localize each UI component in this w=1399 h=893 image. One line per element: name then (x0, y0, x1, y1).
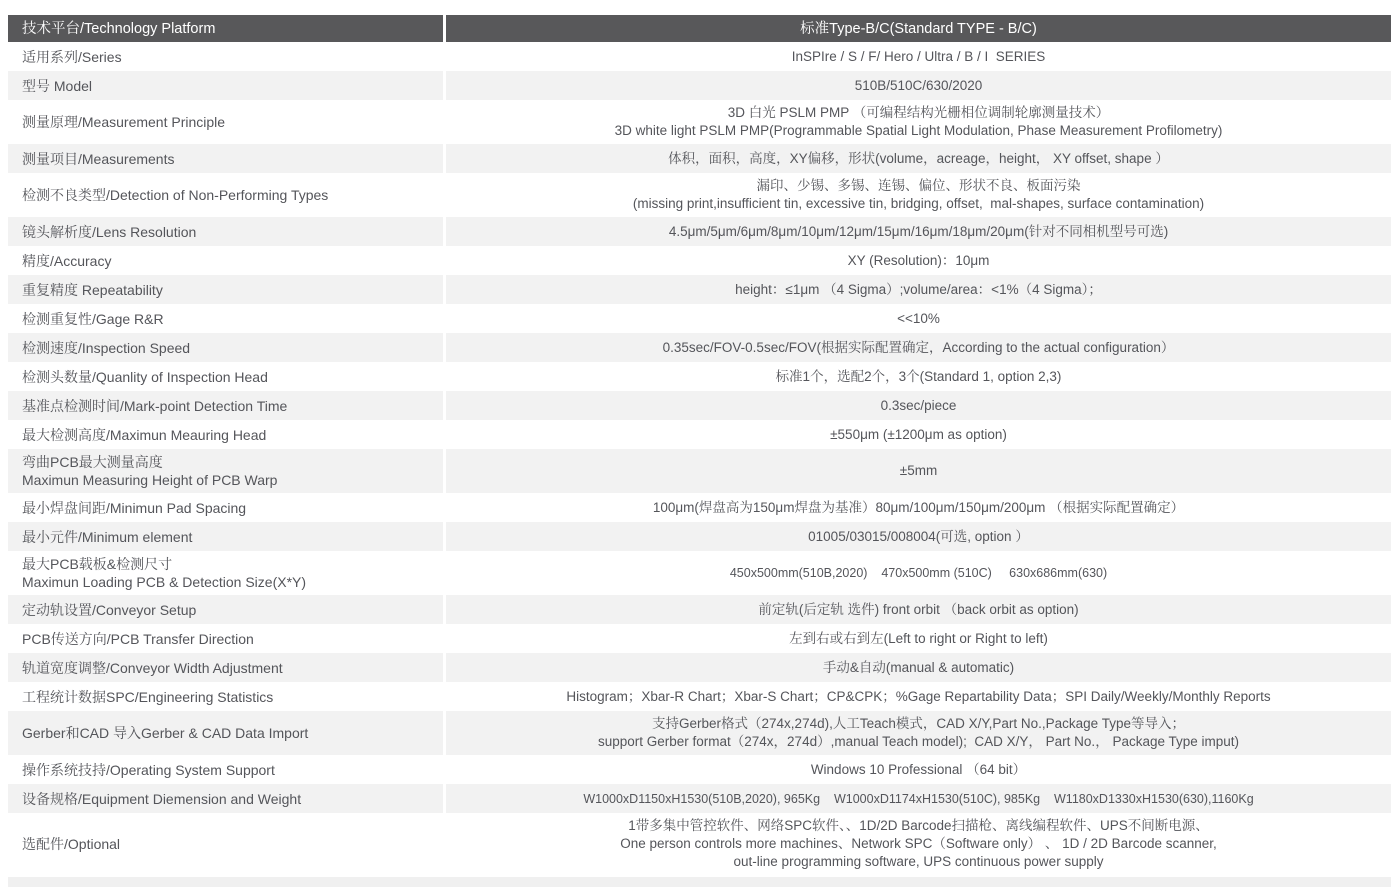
text-line: 镜头解析度/Lens Resolution (22, 223, 197, 240)
row-label (8, 682, 443, 711)
text-line: 体积，面积，高度，XY偏移，形状(volume，acreage，height， XY offset, shape ） (668, 150, 1169, 166)
text-line: 精度/Accuracy (22, 252, 112, 269)
row-value (446, 784, 1391, 813)
row-label (8, 100, 443, 144)
text-line: 0.3sec/piece (880, 397, 957, 413)
row-value (446, 755, 1391, 784)
text-line: support Gerber format（274x，274d）,manual Teach model); CAD X/Y， Part No.， Package Type imput) (597, 734, 1240, 749)
row-value (446, 682, 1391, 711)
row-label (8, 784, 443, 813)
row-value (446, 420, 1391, 449)
row-value (446, 217, 1391, 246)
row-label (8, 653, 443, 682)
table-row (8, 100, 1391, 144)
table-row (8, 449, 1391, 493)
row-label (8, 449, 443, 493)
table-row (8, 144, 1391, 173)
row-label (8, 813, 443, 875)
text-line: 测量原理/Measurement Principle (22, 114, 226, 130)
row-value (446, 42, 1391, 71)
row-label (8, 522, 443, 551)
row-value (446, 246, 1391, 275)
text-line: 基准点检测时间/Mark-point Detection Time (22, 397, 288, 414)
row-label (8, 624, 443, 653)
row-label (8, 71, 443, 100)
row-value (446, 362, 1391, 391)
text-line: 定动轨设置/Conveyor Setup (22, 601, 197, 618)
text-line: 0.35sec/FOV-0.5sec/FOV(根据实际配置确定，According to the actual configuration） (662, 339, 1175, 355)
table-row (8, 246, 1391, 275)
table-row (8, 493, 1391, 522)
row-value (446, 595, 1391, 624)
spec-table (8, 15, 1391, 887)
text-line: 最小焊盘间距/Minimun Pad Spacing (22, 499, 247, 516)
row-label (8, 144, 443, 173)
text-line: Maximun Measuring Height of PCB Warp (22, 472, 278, 488)
text-line: <<10% (897, 310, 940, 326)
text-line: 测量项目/Measurements (22, 150, 175, 167)
row-value (446, 551, 1391, 595)
table-row (8, 755, 1391, 784)
row-label (8, 551, 443, 595)
text-line: 弯曲PCB最大测量高度 (22, 454, 163, 470)
row-label (8, 333, 443, 362)
row-value (446, 493, 1391, 522)
table-row (8, 711, 1391, 755)
row-value (446, 711, 1391, 755)
table-row (8, 522, 1391, 551)
text-line: 100μm(焊盘高为150μm焊盘为基准）80μm/100μm/150μm/200μm （根据实际配置确定） (652, 499, 1185, 515)
row-label (8, 42, 443, 71)
row-value (446, 333, 1391, 362)
row-value (446, 522, 1391, 551)
header-value: 标准Type-B/C(Standard TYPE - B/C) (800, 20, 1037, 37)
row-label (8, 362, 443, 391)
row-value (446, 173, 1391, 217)
text-line: 型号 Model (22, 77, 93, 94)
text-line: Histogram；Xbar-R Chart；Xbar-S Chart；CP&CPK；%Gage Repartability Data；SPI Daily/Weekly/Monthly Reports (566, 688, 1271, 704)
row-label (8, 246, 443, 275)
text-line: 设备规格/Equipment Diemension and Weight (22, 790, 302, 807)
table-row (8, 71, 1391, 100)
row-value (446, 71, 1391, 100)
text-line: 最大PCB载板&检测尺寸 (22, 556, 173, 572)
text-line: 检测速度/Inspection Speed (22, 339, 191, 356)
table-row (8, 595, 1391, 624)
text-line: 操作系统技持/Operating System Support (22, 761, 275, 778)
table-row (8, 813, 1391, 875)
text-line: 1带多集中管控软件、网络SPC软件、、1D/2D Barcode扫描枪、离线编程软件、UPS不间断电源、 (628, 818, 1209, 833)
text-line: ±5mm (899, 463, 938, 478)
text-line: 标准1个，选配2个，3个(Standard 1, option 2,3) (775, 368, 1062, 384)
text-line: (missing print,insufficient tin, excessive tin, bridging, offset, mal-shapes, surface contamination) (632, 196, 1205, 211)
text-line: 工程统计数据SPC/Engineering Statistics (22, 688, 274, 705)
row-value (446, 100, 1391, 144)
table-row (8, 173, 1391, 217)
row-label (8, 173, 443, 217)
table-row (8, 333, 1391, 362)
header-label: 技术平台/Technology Platform (22, 20, 216, 37)
text-line: PCB传送方向/PCB Transfer Direction (22, 630, 254, 647)
table-row (8, 304, 1391, 333)
text-line: 3D 白光 PSLM PMP （可编程结构光栅相位调制轮廓测量技术） (727, 105, 1110, 120)
row-label (8, 275, 443, 304)
text-line: 3D white light PSLM PMP(Programmable Spatial Light Modulation, Phase Measurement Profilometry) (614, 123, 1223, 138)
text-line: 适用系列/Series (22, 48, 122, 65)
table-row (8, 391, 1391, 420)
row-label (8, 711, 443, 755)
table-row (8, 42, 1391, 71)
text-line: 漏印、少锡、多锡、连锡、偏位、形状不良、板面污染 (756, 178, 1081, 193)
text-line: Maximun Loading PCB & Detection Size(X*Y) (22, 574, 307, 590)
text-line: 手动&自动(manual & automatic) (822, 659, 1015, 675)
table-row (8, 682, 1391, 711)
row-label (8, 595, 443, 624)
text-line: 4.5μm/5μm/6μm/8μm/10μm/12μm/15μm/16μm/18μm/20μm(针对不同相机型号可选) (668, 223, 1169, 239)
row-value (446, 449, 1391, 493)
text-line: 检测不良类型/Detection of Non-Performing Types (22, 187, 329, 203)
table-row (8, 275, 1391, 304)
row-value (446, 275, 1391, 304)
table-row (8, 362, 1391, 391)
table-row (8, 217, 1391, 246)
table-row (8, 551, 1391, 595)
table-header-row (8, 15, 1391, 42)
text-line: 支持Gerber格式（274x,274d),人工Teach模式，CAD X/Y,Part No.,Package Type等导入； (652, 716, 1185, 731)
text-line: ±550μm (±1200μm as option) (830, 426, 1007, 442)
text-line: 450x500mm(510B,2020) 470x500mm (510C) 630x686mm(630) (729, 566, 1108, 580)
row-value (446, 624, 1391, 653)
row-label (8, 493, 443, 522)
text-line: out-line programming software, UPS continuous power supply (733, 854, 1104, 869)
text-line: 前定轨(后定轨 选件) front orbit （back orbit as option) (758, 601, 1079, 617)
text-line: 检测重复性/Gage R&R (22, 310, 164, 327)
text-line: One person controls more machines、Network SPC（Software only） 、 1D / 2D Barcode scanner, (620, 836, 1217, 851)
row-label (8, 304, 443, 333)
row-label (8, 217, 443, 246)
text-line: 左到右或右到左(Left to right or Right to left) (789, 630, 1048, 646)
text-line: InSPIre / S / F/ Hero / Ultra / B / I SERIES (791, 48, 1046, 64)
text-line: Windows 10 Professional （64 bit） (810, 761, 1027, 777)
row-label (8, 420, 443, 449)
row-value (446, 391, 1391, 420)
row-value (446, 813, 1391, 875)
row-value (446, 653, 1391, 682)
text-line: 重复精度 Repeatability (22, 281, 163, 298)
row-value (446, 304, 1391, 333)
text-line: 最小元件/Minimum element (22, 528, 193, 545)
table-row (8, 653, 1391, 682)
text-line: 检测头数量/Quanlity of Inspection Head (22, 368, 268, 385)
text-line: height：≤1μm （4 Sigma）;volume/area：<1%（4 Sigma）； (735, 281, 1102, 297)
bottom-strip (8, 877, 1391, 887)
text-line: XY (Resolution)：10μm (847, 252, 990, 268)
row-label (8, 391, 443, 420)
text-line: 最大检测高度/Maximun Meauring Head (22, 426, 267, 443)
table-row (8, 624, 1391, 653)
table-row (8, 784, 1391, 813)
text-line: Gerber和CAD 导入Gerber & CAD Data Import (22, 725, 309, 741)
row-value (446, 144, 1391, 173)
text-line: W1000xD1150xH1530(510B,2020), 965Kg W1000xD1174xH1530(510C), 985Kg W1180xD1330xH1530(630),1160Kg (583, 791, 1254, 806)
table-row (8, 420, 1391, 449)
row-label (8, 755, 443, 784)
text-line: 选配件/Optional (22, 836, 121, 852)
text-line: 510B/510C/630/2020 (854, 77, 983, 93)
text-line: 01005/03015/008004(可选, option ） (808, 528, 1029, 544)
text-line: 轨道宽度调整/Conveyor Width Adjustment (22, 659, 283, 676)
table-body (8, 42, 1391, 875)
